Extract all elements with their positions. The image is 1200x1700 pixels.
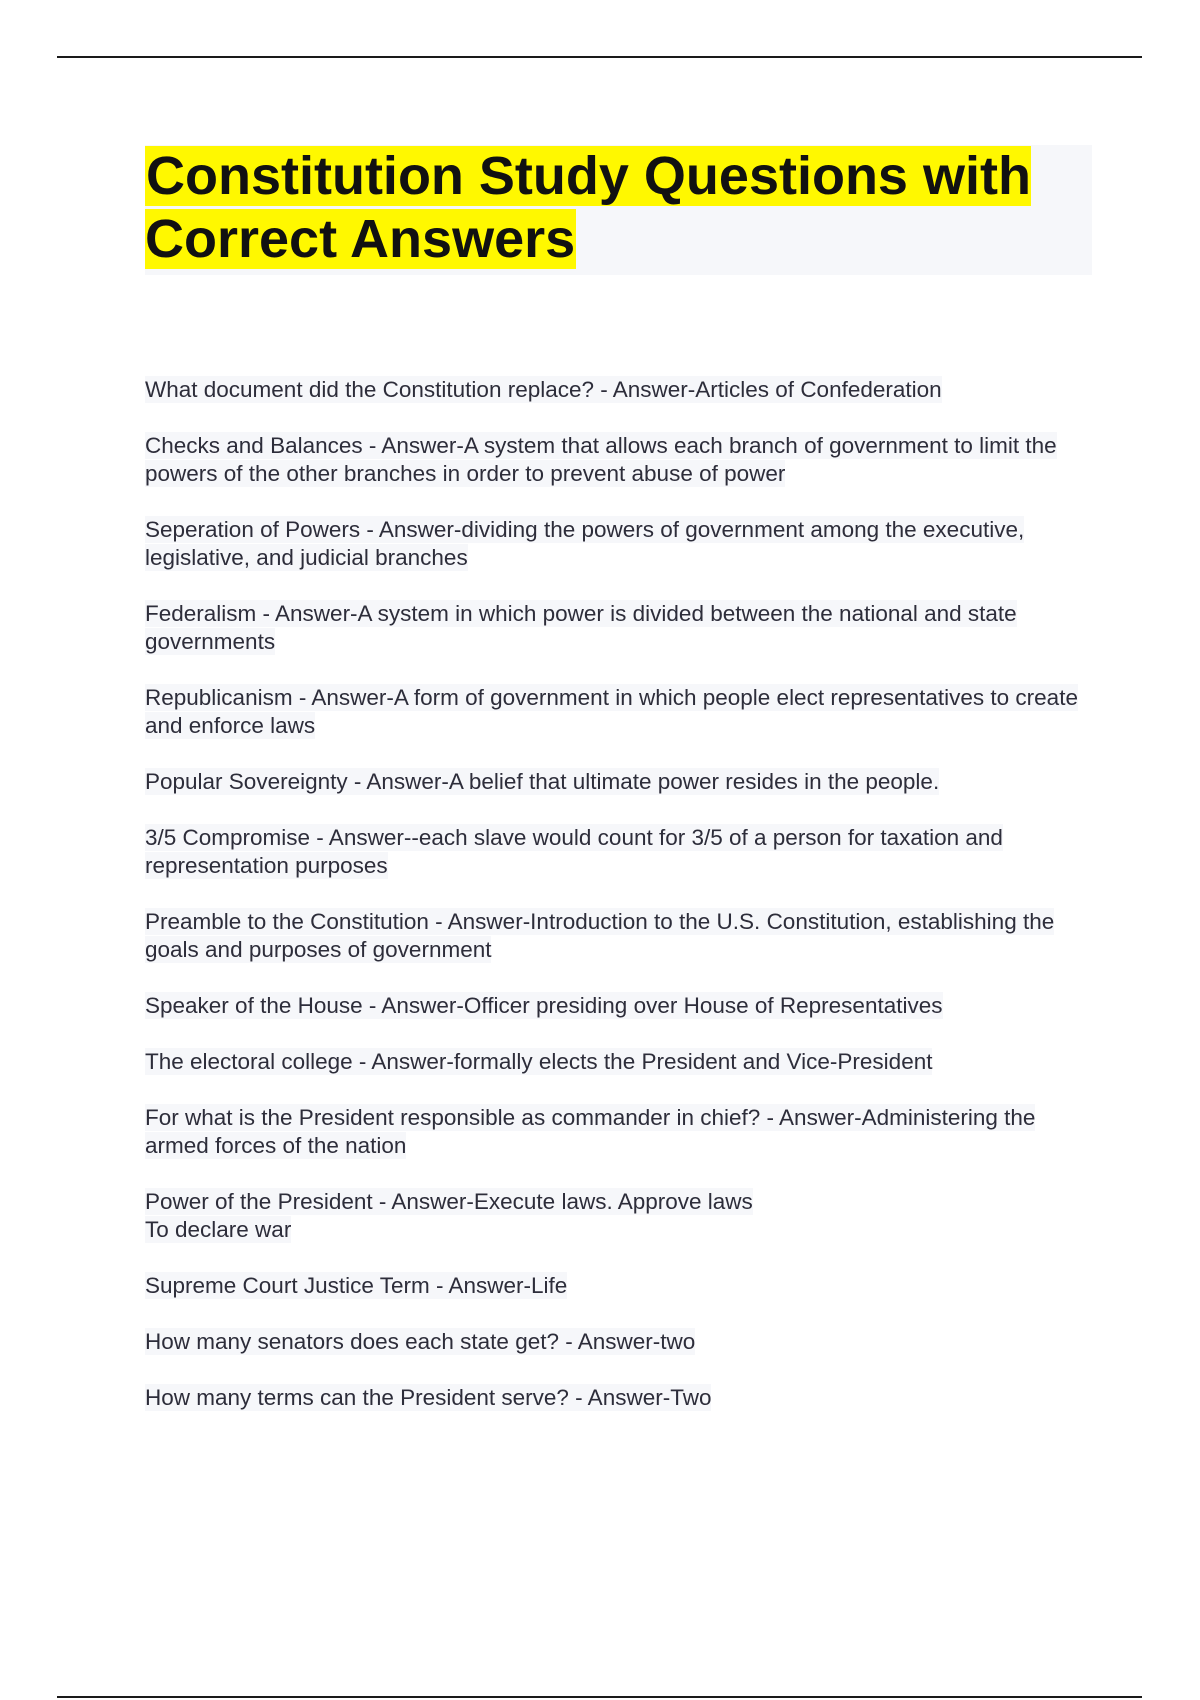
qa-item xyxy=(145,684,1095,740)
qa-item xyxy=(145,768,1095,796)
qa-text: Speaker of the House - Answer-Officer presiding over House of Representatives xyxy=(145,993,943,1018)
qa-item xyxy=(145,516,1095,572)
qa-text: How many senators does each state get? - Answer-two xyxy=(145,1329,696,1354)
qa-item xyxy=(145,1048,1095,1076)
qa-list xyxy=(145,376,1095,1440)
qa-item xyxy=(145,1272,1095,1300)
qa-text: For what is the President responsible as commander in chief? - Answer-Administering the armed forces of the nation xyxy=(145,1105,1036,1158)
qa-item xyxy=(145,432,1095,488)
qa-item xyxy=(145,908,1095,964)
qa-text: Supreme Court Justice Term - Answer-Life xyxy=(145,1273,568,1298)
qa-text: Seperation of Powers - Answer-dividing the powers of government among the executive, legislative, and judicial branches xyxy=(145,517,1025,570)
qa-text: Power of the President - Answer-Execute laws. Approve laws xyxy=(145,1189,753,1214)
qa-item xyxy=(145,1384,1095,1412)
qa-item xyxy=(145,992,1095,1020)
qa-text: Preamble to the Constitution - Answer-Introduction to the U.S. Constitution, establishing the goals and purposes of government xyxy=(145,909,1055,962)
qa-item xyxy=(145,824,1095,880)
top-rule xyxy=(57,56,1142,58)
qa-text: Checks and Balances - Answer-A system that allows each branch of government to limit the powers of the other branches in order to prevent abuse of power xyxy=(145,433,1057,486)
qa-item xyxy=(145,600,1095,656)
title-block xyxy=(145,145,1092,275)
qa-text-continued: To declare war xyxy=(145,1217,292,1242)
qa-item xyxy=(145,1188,1095,1244)
bottom-rule xyxy=(57,1696,1142,1698)
qa-item xyxy=(145,1104,1095,1160)
qa-item xyxy=(145,1328,1095,1356)
qa-text: Popular Sovereignty - Answer-A belief that ultimate power resides in the people. xyxy=(145,769,940,794)
qa-text: Republicanism - Answer-A form of government in which people elect representatives to create and enforce laws xyxy=(145,685,1078,738)
qa-text: The electoral college - Answer-formally elects the President and Vice-President xyxy=(145,1049,933,1074)
qa-text: What document did the Constitution replace? - Answer-Articles of Confederation xyxy=(145,377,942,402)
qa-text: 3/5 Compromise - Answer--each slave would count for 3/5 of a person for taxation and representation purposes xyxy=(145,825,1003,878)
qa-item xyxy=(145,376,1095,404)
document-title-highlight: Constitution Study Questions with Correct Answers xyxy=(145,146,1031,269)
qa-text: Federalism - Answer-A system in which power is divided between the national and state governments xyxy=(145,601,1017,654)
document-title xyxy=(145,145,1092,271)
qa-text: How many terms can the President serve? - Answer-Two xyxy=(145,1385,712,1410)
